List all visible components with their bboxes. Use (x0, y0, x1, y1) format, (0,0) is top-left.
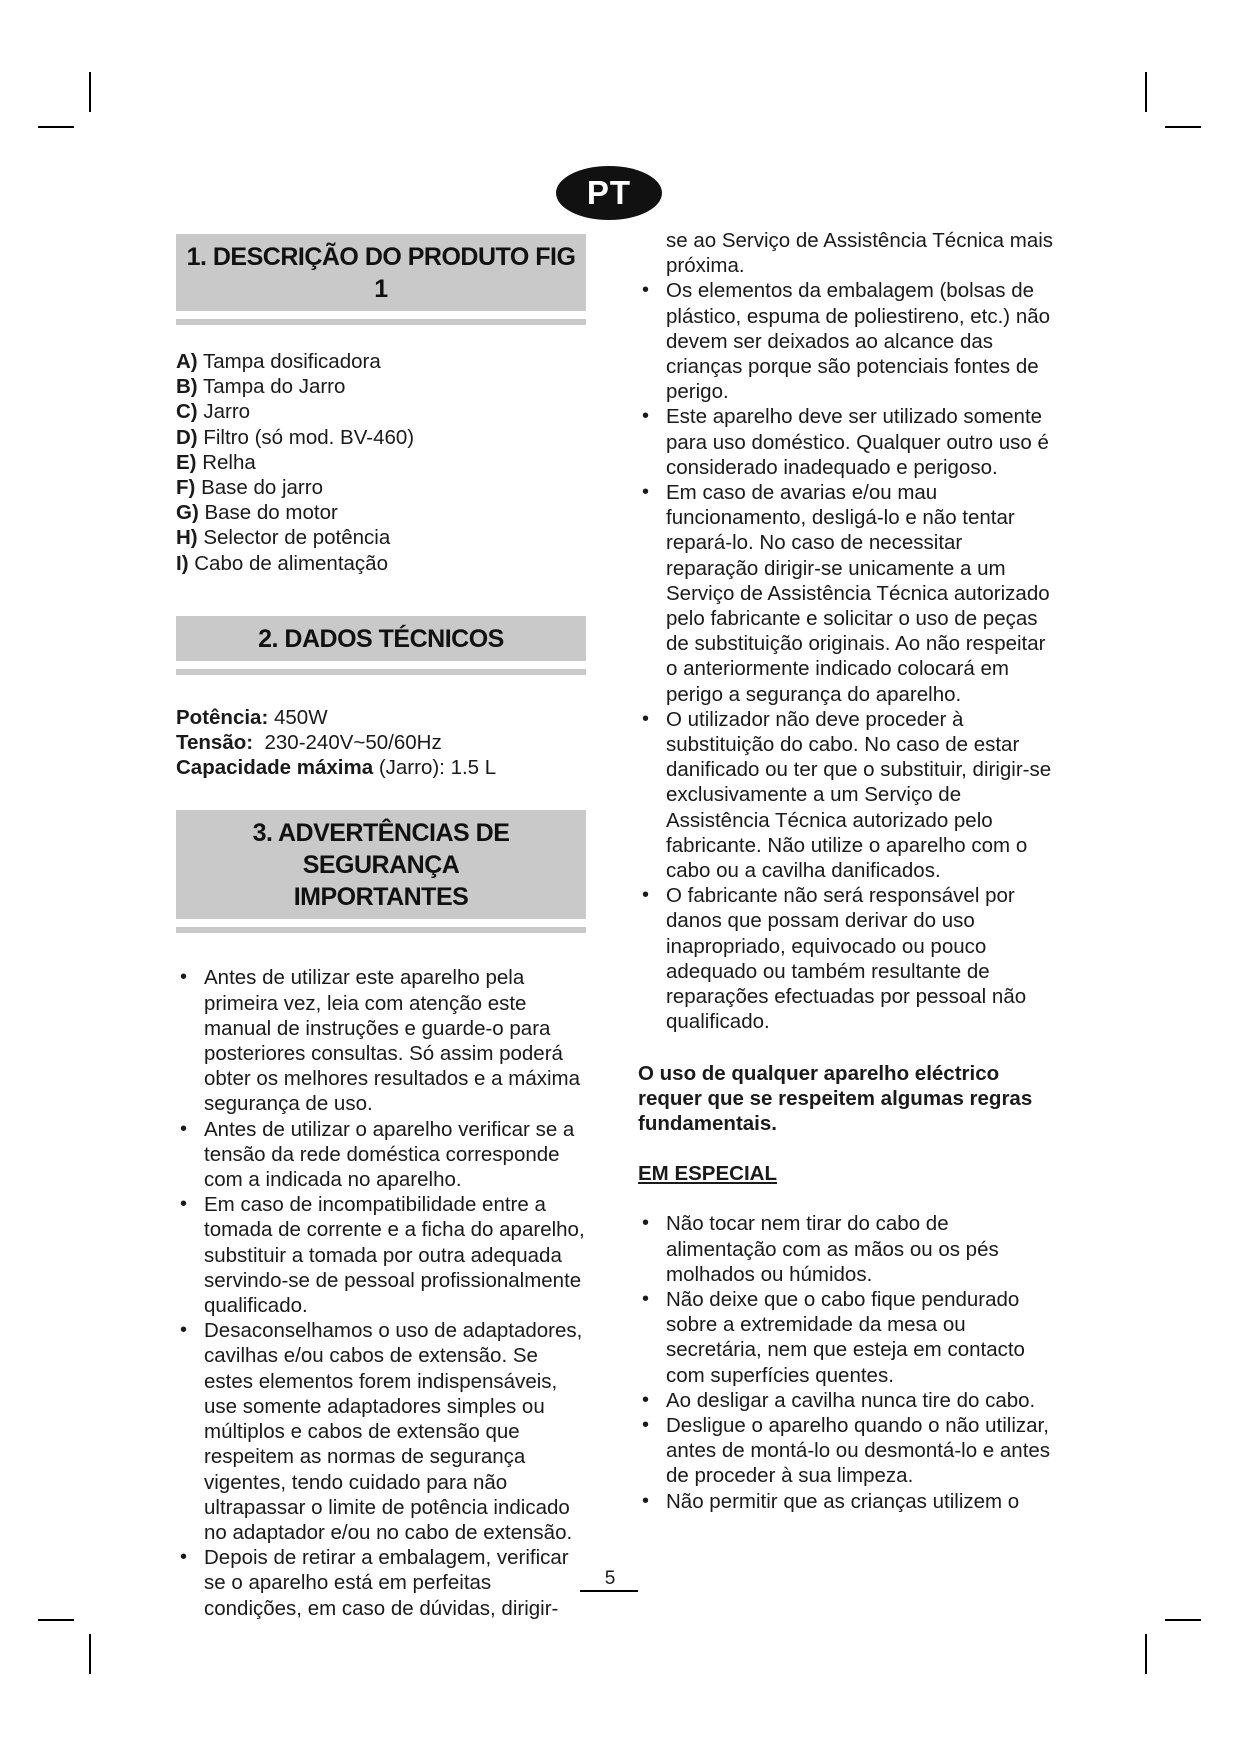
part-key: A) (176, 350, 198, 373)
part-item (176, 475, 586, 500)
warning-item: • Este aparelho deve ser utilizado somente para uso doméstico. Qualquer outro uso é considerado inadequado e perigoso. (638, 404, 1058, 480)
spec-value: 450W (273, 705, 328, 729)
spec-label: Capacidade máxima (176, 756, 374, 780)
crop-mark (1145, 72, 1147, 112)
crop-mark (1165, 1619, 1201, 1621)
section-divider (176, 927, 586, 933)
part-key: I) (176, 551, 189, 575)
crop-mark (1145, 1634, 1147, 1674)
especial-item: • Não deixe que o cabo fique pendurado sobre a extremidade da mesa ou secretária, nem que esteja em contacto com superfícies quentes. (638, 1287, 1058, 1388)
part-item (176, 374, 586, 399)
section-3-heading-line: 3. ADVERTÊNCIAS DE SEGURANÇA (252, 819, 510, 880)
warning-item: • Em caso de incompatibilidade entre a tomada de corrente e a ficha do aparelho, substituir a tomada por outra adequada servindo-se de pessoal profissionalmente qualificado. (176, 1192, 586, 1318)
part-label: Base do motor (204, 501, 338, 525)
spec-label: Potência: (176, 705, 269, 729)
especial-heading: EM ESPECIAL (638, 1162, 777, 1186)
spec-label: Tensão: (176, 731, 254, 755)
section-divider (176, 319, 586, 325)
especial-item: • Não tocar nem tirar do cabo de alimentação com as mãos ou os pés molhados ou húmidos. (638, 1211, 1058, 1287)
page-number: 5 (604, 1568, 616, 1589)
section-divider (176, 669, 586, 675)
part-item (176, 525, 586, 550)
section-2-heading: 2. DADOS TÉCNICOS (176, 616, 586, 661)
parts-list (176, 349, 586, 576)
safety-warnings-list (176, 965, 586, 1620)
electrical-rules-note: O uso de qualquer aparelho eléctrico requer que se respeitem algumas regras fundamentais. (638, 1061, 1033, 1135)
crop-mark (38, 126, 74, 128)
part-key: C) (176, 400, 198, 424)
page-number-underline (580, 1590, 638, 1592)
part-label: Cabo de alimentação (194, 551, 388, 575)
part-label: Relha (202, 450, 256, 474)
part-item (176, 551, 586, 576)
language-badge: PT (556, 166, 662, 220)
part-label: Jarro (203, 400, 251, 424)
part-item (176, 399, 586, 424)
warning-item: • O utilizador não deve proceder à substituição do cabo. No caso de estar danificado ou ter que o substituir, dirigir-se exclusivamente a um Serviço de Assistência Técnica autorizado pelo fabricante. Não utilize o aparelho com o cabo ou a cavilha danificados. (638, 707, 1058, 883)
part-key: F) (176, 476, 196, 500)
left-column (176, 234, 586, 1621)
crop-mark (38, 1619, 74, 1621)
especial-list (638, 1211, 1058, 1513)
right-column (638, 228, 1058, 1514)
warning-item: • Depois de retirar a embalagem, verificar se o aparelho está em perfeitas condições, em caso de dúvidas, dirigir- (176, 1545, 586, 1621)
part-key: B) (176, 375, 198, 399)
warning-item: • Os elementos da embalagem (bolsas de plástico, espuma de poliestireno, etc.) não devem ser deixados ao alcance das crianças porque são potenciais fontes de perigo. (638, 278, 1058, 404)
part-key: H) (176, 526, 198, 550)
warning-continuation: se ao Serviço de Assistência Técnica mais próxima. (666, 229, 1054, 278)
warning-item: • Antes de utilizar este aparelho pela primeira vez, leia com atenção este manual de instruções e guarde-o para posteriores consultas. Só assim poderá obter os melhores resultados e a máxima segurança de uso. (176, 965, 586, 1116)
part-item (176, 425, 586, 450)
part-key: G) (176, 501, 199, 525)
spec-power (176, 705, 586, 730)
part-label: Tampa dosificadora (202, 350, 381, 373)
part-label: Filtro (só mod. BV-460) (203, 425, 415, 449)
crop-mark (89, 72, 91, 112)
section-3-heading-line: IMPORTANTES (293, 883, 469, 912)
part-key: E) (176, 450, 197, 474)
safety-warnings-list-continued (638, 278, 1058, 1034)
crop-mark (89, 1634, 91, 1674)
section-3-heading (176, 810, 586, 919)
especial-item: • Desligue o aparelho quando o não utilizar, antes de montá-lo ou desmontá-lo e antes de proceder à sua limpeza. (638, 1413, 1058, 1489)
especial-item: • Não permitir que as crianças utilizem o (638, 1489, 1058, 1514)
part-item (176, 349, 586, 374)
especial-item: • Ao desligar a cavilha nunca tire do cabo. (638, 1388, 1058, 1413)
spec-value: (Jarro): 1.5 L (378, 756, 497, 780)
part-item (176, 450, 586, 475)
spec-value: 230-240V~50/60Hz (264, 731, 442, 755)
spec-capacity (176, 755, 586, 780)
part-label: Base do jarro (201, 476, 323, 500)
technical-specs (176, 705, 586, 781)
warning-item: • Em caso de avarias e/ou mau funcionamento, desligá-lo e não tentar repará-lo. No caso de necessitar reparação dirigir-se unicamente a um Serviço de Assistência Técnica autorizado pelo fabricante e solicitar o uso de peças de substituição originais. Ao não respeitar o anteriormente indicado colocará em perigo a segurança do aparelho. (638, 480, 1058, 707)
part-key: D) (176, 425, 198, 449)
part-label: Selector de potência (203, 526, 391, 550)
part-label: Tampa do Jarro (202, 375, 346, 399)
warning-item: • Desaconselhamos o uso de adaptadores, cavilhas e/ou cabos de extensão. Se estes elementos forem indispensáveis, use somente adaptadores simples ou múltiplos e cabos de extensão que respeitem as normas de segurança vigentes, tendo cuidado para não ultrapassar o limite de potência indicado no adaptador e/ou no cabo de extensão. (176, 1318, 586, 1545)
part-item (176, 500, 586, 525)
warning-item: • O fabricante não será responsável por danos que possam derivar do uso inapropriado, equivocado ou pouco adequado ou também resultante de reparações efectuadas por pessoal não qualificado. (638, 883, 1058, 1034)
spec-voltage (176, 730, 586, 755)
warning-item: • Antes de utilizar o aparelho verificar se a tensão da rede doméstica corresponde com a indicada no aparelho. (176, 1117, 586, 1193)
section-1-heading: 1. DESCRIÇÃO DO PRODUTO FIG 1 (176, 234, 586, 311)
crop-mark (1165, 126, 1201, 128)
